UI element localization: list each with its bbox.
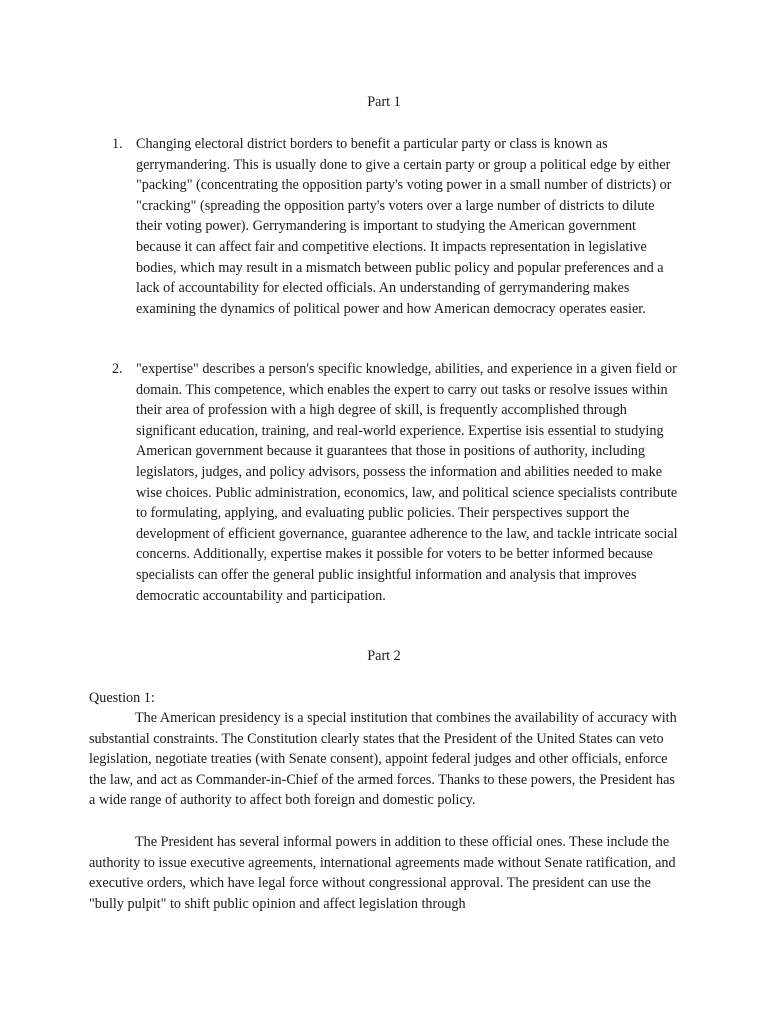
part1-heading: Part 1: [367, 94, 401, 110]
paragraph: The American presidency is a special institution that combines the availability of accuracy with substantial constraints. The Constitution clearly states that the President of the United States can veto legislation, negotiate treaties (with Senate consent), appoint federal judges and other officials, enforce the law, and act as Commander-in-Chief of the armed forces. Thanks to these powers, the President has a wide range of authority to affect both foreign and domestic policy.: [89, 710, 677, 809]
list-item-number: 2.: [112, 361, 123, 377]
paragraph: The President has several informal powers in addition to these official ones. These include the authority to issue executive agreements, international agreements made without Senate ratification, and executive orders, which have legal force without congressional approval. The president can use the "bully pulpit" to shift public opinion and affect legislation through: [89, 834, 676, 912]
question-label: Question 1:: [89, 690, 155, 706]
list-item-text: "expertise" describes a person's specific knowledge, abilities, and experience in a given field or domain. This competence, which enables the expert to carry out tasks or resolve issues within their area of profession with a high degree of skill, is frequently accomplished through significant education, training, and real-world experience. Expertise isis essential to studying American government because it guarantees that those in positions of authority, including legislators, judges, and policy advisors, possess the information and abilities needed to make wise choices. Public administration, economics, law, and political science specialists contribute to formulating, applying, and evaluating public policies. Their perspectives support the development of efficient governance, guarantee adherence to the law, and tackle intricate social concerns. Additionally, expertise makes it possible for voters to be better informed because specialists can offer the general public insightful information and analysis that improves democratic accountability and participation.: [136, 361, 678, 604]
list-item-text: Changing electoral district borders to benefit a particular party or class is known as gerrymandering. This is usually done to give a certain party or group a political edge by either "packing" (concentrating the opposition party's voting power in a small number of districts) or "cracking" (spreading the opposition party's voters over a large number of districts to dilute their voting power). Gerrymandering is important to studying the American government because it can affect fair and competitive elections. It impacts representation in legislative bodies, which may result in a mismatch between public policy and popular preferences and a lack of accountability for elected officials. An understanding of gerrymandering makes examining the dynamics of political power and how American democracy operates easier.: [136, 136, 672, 317]
part2-heading: Part 2: [367, 648, 401, 664]
list-item-number: 1.: [112, 136, 123, 152]
